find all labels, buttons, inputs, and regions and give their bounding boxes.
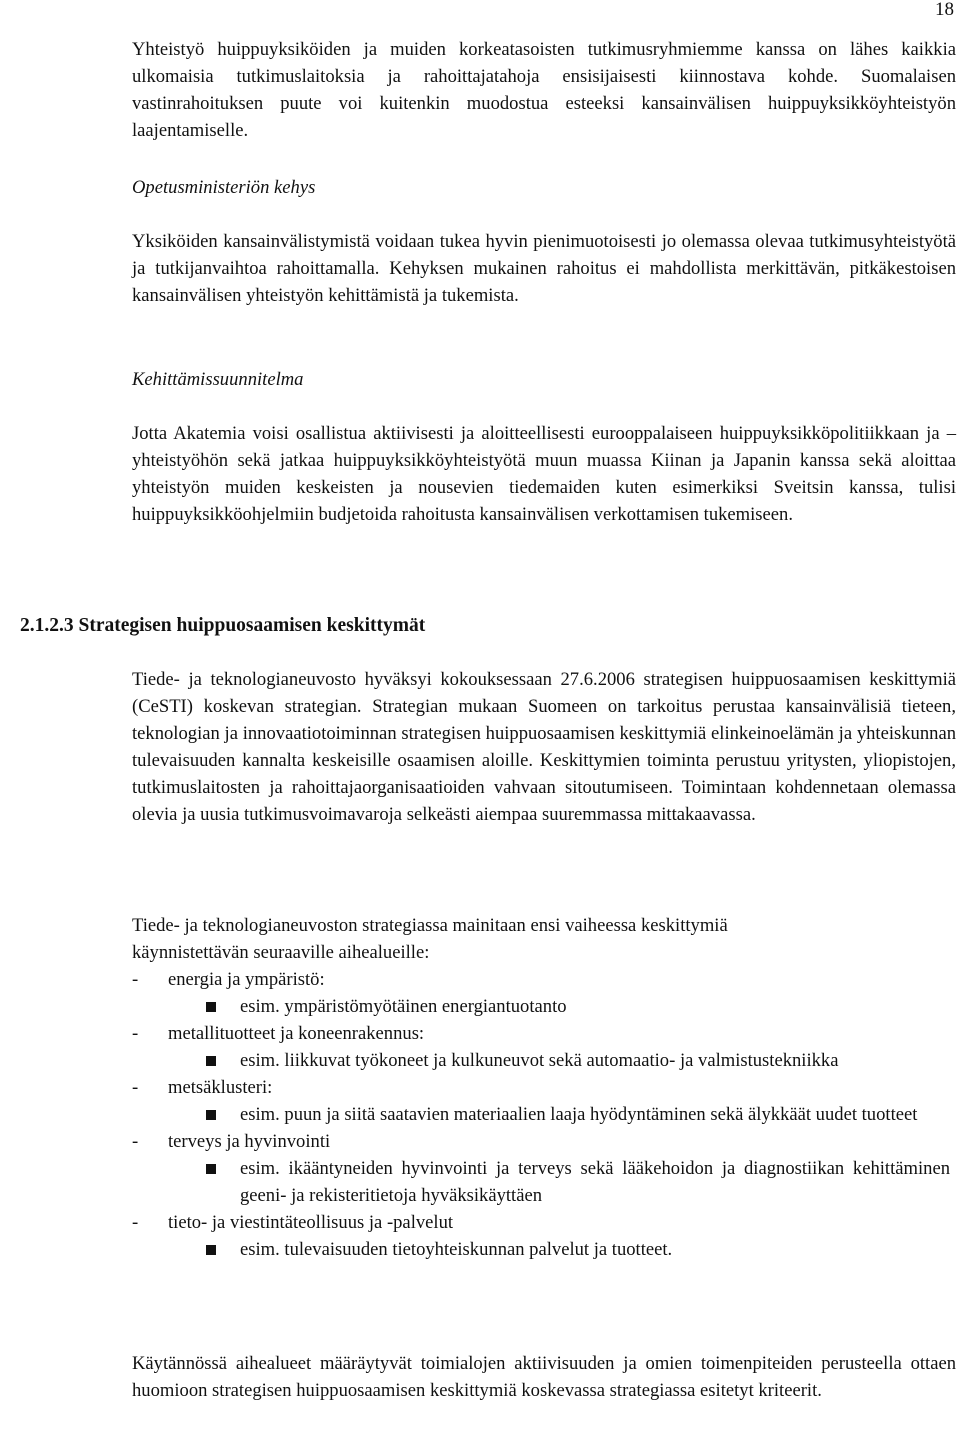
list-item	[132, 966, 956, 1020]
paragraph-text: Käytännössä aihealueet määräytyvät toimialojen aktiivisuuden ja omien toimenpiteiden perusteella ottaen huomioon strategisen huippuosaamisen keskittymiä koskevassa strategiassa esitetyt kriteerit.	[132, 1353, 956, 1401]
list-item-example: esim. puun ja siitä saatavien materiaalien laaja hyödyntäminen sekä älykkäät uudet tuotteet	[240, 1104, 918, 1125]
list-item	[132, 1020, 956, 1074]
paragraph-ministry-frame	[132, 228, 956, 309]
subheading-ministry-frame: Opetusministeriön kehys	[132, 177, 316, 198]
paragraph-cesti-strategy	[132, 666, 956, 828]
page-number: 18	[935, 0, 954, 20]
subheading-development-plan: Kehittämissuunnitelma	[132, 369, 304, 390]
list-item	[132, 1209, 956, 1263]
paragraph-collaboration	[132, 36, 956, 144]
section-heading: 2.1.2.3 Strategisen huippuosaamisen keskittymät	[20, 615, 426, 636]
paragraph-topic-intro	[132, 912, 956, 966]
list-item-label: metsäklusteri:	[168, 1077, 273, 1098]
dash-marker: -	[132, 1023, 139, 1044]
paragraph-text: Yhteistyö huippuyksiköiden ja muiden korkeatasoisten tutkimusryhmiemme kanssa on lähes kaikkia ulkomaisia tutkimuslaitoksia ja rahoittajatahoja ensisijaisesti kiinnostava kohde. Suomalaisen vastinrahoituksen puute voi kuitenkin muodostua esteeksi kansainvälisen huippuyksikköyhteistyön laajentamiselle.	[132, 39, 956, 141]
dash-marker: -	[132, 969, 139, 990]
dash-marker: -	[132, 1131, 139, 1152]
list-item	[132, 1128, 956, 1209]
paragraph-line: Tiede- ja teknologianeuvoston strategiassa mainitaan ensi vaiheessa keskittymiä	[132, 915, 728, 936]
square-bullet-icon	[206, 1110, 216, 1120]
list-item-label: energia ja ympäristö:	[168, 969, 325, 990]
list-item-label: tieto- ja viestintäteollisuus ja -palvelut	[168, 1212, 454, 1233]
paragraph-development-plan	[132, 420, 956, 528]
list-item	[132, 1074, 956, 1128]
paragraph-text: Tiede- ja teknologianeuvosto hyväksyi kokouksessaan 27.6.2006 strategisen huippuosaamisen keskittymiä (CeSTI) koskevan strategian. Strategian mukaan Suomeen on tarkoitus perustaa kansainvälisiä tieteen, teknologian ja innovaatiotoiminnan strategisen huippuosaamisen keskittymiä elinkeinoelämän ja yhteiskunnan tulevaisuuden kannalta keskeisille osaamisen aloille. Keskittymien toiminta perustuu yritysten, yliopistojen, tutkimuslaitosten ja rahoittajaorganisaatioiden vahvaan sitoutumiseen. Toimintaan kohdennetaan olemassa olevia ja uusia tutkimusvoimavaroja selkeästi aiempaa suuremmassa mittakaavassa.	[132, 669, 956, 825]
square-bullet-icon	[206, 1245, 216, 1255]
square-bullet-icon	[206, 1002, 216, 1012]
paragraph-text: Yksiköiden kansainvälistymistä voidaan tukea hyvin pienimuotoisesti jo olemassa olevaa tutkimusyhteistyötä ja tutkijanvaihtoa rahoittamalla. Kehyksen mukainen rahoitus ei mahdollista merkittävän, pitkäkestoisen kansainvälisen yhteistyön kehittämistä ja tukemista.	[132, 231, 956, 306]
paragraph-line: käynnistettävän seuraaville aihealueille:	[132, 942, 430, 963]
list-item-label: terveys ja hyvinvointi	[168, 1131, 331, 1152]
topic-list	[132, 966, 956, 1263]
dash-marker: -	[132, 1077, 139, 1098]
list-item-example: esim. ympäristömyötäinen energiantuotanto	[240, 996, 567, 1017]
dash-marker: -	[132, 1212, 139, 1233]
square-bullet-icon	[206, 1164, 216, 1174]
square-bullet-icon	[206, 1056, 216, 1066]
list-item-label: metallituotteet ja koneenrakennus:	[168, 1023, 425, 1044]
list-item-example: esim. tulevaisuuden tietoyhteiskunnan palvelut ja tuotteet.	[240, 1239, 673, 1260]
list-item-example: esim. liikkuvat työkoneet ja kulkuneuvot sekä automaatio- ja valmistustekniikka	[240, 1050, 839, 1071]
paragraph-conclusion	[132, 1350, 956, 1404]
list-item-example: esim. ikääntyneiden hyvinvointi ja terveys sekä lääkehoidon ja diagnostiikan kehittäminen geeni- ja rekisteritietoja hyväksikäyttäen	[240, 1158, 950, 1206]
paragraph-text: Jotta Akatemia voisi osallistua aktiivisesti ja aloitteellisesti eurooppalaiseen huippuyksikköpolitiikkaan ja –yhteistyöhön sekä jatkaa huippuyksikköyhteistyötä muun muassa Kiinan ja Japanin kanssa sekä aloittaa yhteistyön muiden keskeisten ja nousevien tiedemaiden kuten esimerkiksi Sveitsin kanssa, tulisi huippuyksikköohjelmiin budjetoida rahoitusta kansainvälisen verkottamisen tukemiseen.	[132, 423, 956, 525]
